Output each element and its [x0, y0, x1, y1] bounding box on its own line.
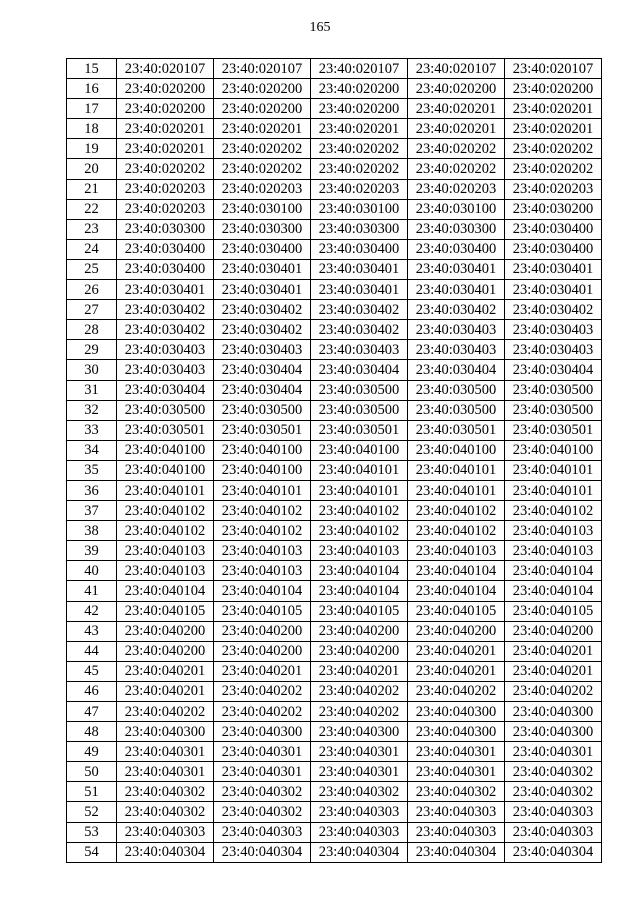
cadastral-code-cell: 23:40:020201: [505, 99, 602, 119]
cadastral-code-cell: 23:40:040101: [117, 480, 214, 500]
cadastral-code-cell: 23:40:040100: [117, 440, 214, 460]
cadastral-code-cell: 23:40:020201: [117, 119, 214, 139]
cadastral-code-cell: 23:40:030100: [408, 199, 505, 219]
cadastral-code-cell: 23:40:040302: [505, 782, 602, 802]
cadastral-code-cell: 23:40:040300: [311, 722, 408, 742]
row-number: 45: [67, 661, 117, 681]
row-number: 29: [67, 340, 117, 360]
cadastral-code-cell: 23:40:030300: [311, 219, 408, 239]
cadastral-code-cell: 23:40:040102: [311, 521, 408, 541]
cadastral-code-cell: 23:40:040303: [505, 802, 602, 822]
row-number: 30: [67, 360, 117, 380]
cadastral-code-cell: 23:40:040300: [408, 702, 505, 722]
table-row: [67, 521, 602, 541]
cadastral-code-cell: 23:40:040103: [505, 541, 602, 561]
table-row: [67, 581, 602, 601]
cadastral-code-cell: 23:40:020203: [505, 179, 602, 199]
table-row: [67, 280, 602, 300]
cadastral-code-cell: 23:40:020201: [505, 119, 602, 139]
cadastral-code-cell: 23:40:030402: [117, 320, 214, 340]
cadastral-code-cell: 23:40:020202: [408, 139, 505, 159]
row-number: 42: [67, 601, 117, 621]
table-row: [67, 79, 602, 99]
table-row: [67, 59, 602, 79]
cadastral-code-cell: 23:40:030401: [408, 259, 505, 279]
cadastral-code-cell: 23:40:030404: [214, 380, 311, 400]
cadastral-code-cell: 23:40:040202: [408, 681, 505, 701]
table-row: [67, 420, 602, 440]
cadastral-code-cell: 23:40:020203: [117, 179, 214, 199]
row-number: 23: [67, 219, 117, 239]
cadastral-code-cell: 23:40:020200: [117, 79, 214, 99]
cadastral-code-cell: 23:40:030403: [408, 340, 505, 360]
row-number: 47: [67, 702, 117, 722]
cadastral-code-cell: 23:40:040303: [311, 802, 408, 822]
cadastral-code-cell: 23:40:020201: [117, 139, 214, 159]
row-number: 44: [67, 641, 117, 661]
row-number: 18: [67, 119, 117, 139]
row-number: 51: [67, 782, 117, 802]
table-row: [67, 742, 602, 762]
cadastral-code-cell: 23:40:040101: [311, 460, 408, 480]
cadastral-code-cell: 23:40:040200: [214, 641, 311, 661]
cadastral-code-cell: 23:40:030501: [408, 420, 505, 440]
row-number: 46: [67, 681, 117, 701]
cadastral-table: [66, 58, 602, 863]
cadastral-code-cell: 23:40:040200: [117, 641, 214, 661]
cadastral-code-cell: 23:40:040104: [214, 581, 311, 601]
row-number: 31: [67, 380, 117, 400]
cadastral-code-cell: 23:40:040302: [311, 782, 408, 802]
cadastral-code-cell: 23:40:040103: [408, 541, 505, 561]
cadastral-code-cell: 23:40:030403: [505, 340, 602, 360]
cadastral-code-cell: 23:40:030401: [214, 259, 311, 279]
cadastral-code-cell: 23:40:040103: [214, 561, 311, 581]
cadastral-code-cell: 23:40:040105: [408, 601, 505, 621]
cadastral-code-cell: 23:40:030403: [117, 340, 214, 360]
cadastral-code-cell: 23:40:020200: [311, 99, 408, 119]
table-row: [67, 159, 602, 179]
cadastral-code-cell: 23:40:040104: [311, 561, 408, 581]
row-number: 26: [67, 280, 117, 300]
table-row: [67, 340, 602, 360]
cadastral-code-cell: 23:40:030402: [117, 300, 214, 320]
cadastral-code-cell: 23:40:040302: [214, 782, 311, 802]
cadastral-code-cell: 23:40:030500: [408, 400, 505, 420]
cadastral-code-cell: 23:40:030402: [505, 300, 602, 320]
cadastral-code-cell: 23:40:020201: [408, 119, 505, 139]
cadastral-code-cell: 23:40:030501: [311, 420, 408, 440]
cadastral-code-cell: 23:40:040102: [311, 501, 408, 521]
cadastral-code-cell: 23:40:030500: [505, 380, 602, 400]
cadastral-code-cell: 23:40:040105: [214, 601, 311, 621]
cadastral-code-cell: 23:40:040200: [311, 621, 408, 641]
cadastral-code-cell: 23:40:040302: [505, 762, 602, 782]
row-number: 38: [67, 521, 117, 541]
row-number: 22: [67, 199, 117, 219]
cadastral-code-cell: 23:40:040101: [505, 460, 602, 480]
cadastral-code-cell: 23:40:040100: [505, 440, 602, 460]
row-number: 48: [67, 722, 117, 742]
cadastral-code-cell: 23:40:020107: [505, 59, 602, 79]
cadastral-code-cell: 23:40:020202: [117, 159, 214, 179]
cadastral-code-cell: 23:40:030501: [505, 420, 602, 440]
cadastral-code-cell: 23:40:040100: [214, 440, 311, 460]
cadastral-code-cell: 23:40:030401: [311, 280, 408, 300]
cadastral-code-cell: 23:40:030300: [214, 219, 311, 239]
table-row: [67, 380, 602, 400]
cadastral-code-cell: 23:40:030401: [311, 259, 408, 279]
cadastral-code-cell: 23:40:040101: [408, 460, 505, 480]
row-number: 19: [67, 139, 117, 159]
cadastral-code-cell: 23:40:040104: [408, 561, 505, 581]
cadastral-code-cell: 23:40:030400: [311, 239, 408, 259]
cadastral-code-cell: 23:40:020200: [505, 79, 602, 99]
cadastral-code-cell: 23:40:040102: [214, 521, 311, 541]
cadastral-code-cell: 23:40:030200: [505, 199, 602, 219]
cadastral-code-cell: 23:40:040101: [505, 480, 602, 500]
table-row: [67, 320, 602, 340]
cadastral-code-cell: 23:40:040303: [311, 822, 408, 842]
cadastral-code-cell: 23:40:040301: [311, 762, 408, 782]
cadastral-code-cell: 23:40:020200: [214, 79, 311, 99]
cadastral-code-cell: 23:40:040101: [214, 480, 311, 500]
table-row: [67, 400, 602, 420]
cadastral-code-cell: 23:40:040103: [505, 521, 602, 541]
row-number: 39: [67, 541, 117, 561]
cadastral-code-cell: 23:40:040300: [117, 722, 214, 742]
table-row: [67, 119, 602, 139]
cadastral-code-cell: 23:40:040104: [408, 581, 505, 601]
table-row: [67, 199, 602, 219]
table-row: [67, 822, 602, 842]
cadastral-code-cell: 23:40:020202: [311, 159, 408, 179]
cadastral-code-cell: 23:40:040301: [311, 742, 408, 762]
cadastral-code-cell: 23:40:020107: [117, 59, 214, 79]
row-number: 41: [67, 581, 117, 601]
cadastral-code-cell: 23:40:020107: [311, 59, 408, 79]
cadastral-code-cell: 23:40:030403: [311, 340, 408, 360]
cadastral-code-cell: 23:40:040303: [117, 822, 214, 842]
cadastral-code-cell: 23:40:020201: [311, 119, 408, 139]
cadastral-code-cell: 23:40:030100: [214, 199, 311, 219]
table-row: [67, 179, 602, 199]
table-row: [67, 300, 602, 320]
cadastral-code-cell: 23:40:040103: [117, 541, 214, 561]
cadastral-code-cell: 23:40:040201: [408, 661, 505, 681]
cadastral-code-cell: 23:40:040102: [117, 501, 214, 521]
row-number: 40: [67, 561, 117, 581]
row-number: 35: [67, 460, 117, 480]
table-row: [67, 99, 602, 119]
table-row: [67, 621, 602, 641]
cadastral-code-cell: 23:40:040100: [214, 460, 311, 480]
cadastral-code-cell: 23:40:030400: [117, 259, 214, 279]
cadastral-code-cell: 23:40:030401: [214, 280, 311, 300]
row-number: 21: [67, 179, 117, 199]
cadastral-code-cell: 23:40:040100: [408, 440, 505, 460]
cadastral-code-cell: 23:40:030300: [408, 219, 505, 239]
row-number: 27: [67, 300, 117, 320]
cadastral-code-cell: 23:40:040100: [311, 440, 408, 460]
cadastral-code-cell: 23:40:040202: [311, 681, 408, 701]
cadastral-code-cell: 23:40:030404: [408, 360, 505, 380]
cadastral-code-cell: 23:40:020200: [311, 79, 408, 99]
cadastral-code-cell: 23:40:040200: [214, 621, 311, 641]
cadastral-code-cell: 23:40:020202: [311, 139, 408, 159]
row-number: 20: [67, 159, 117, 179]
page-number: 165: [309, 20, 331, 35]
cadastral-code-cell: 23:40:040301: [408, 762, 505, 782]
cadastral-code-cell: 23:40:030401: [505, 280, 602, 300]
table-row: [67, 802, 602, 822]
cadastral-code-cell: 23:40:030401: [505, 259, 602, 279]
cadastral-code-cell: 23:40:020200: [117, 99, 214, 119]
cadastral-code-cell: 23:40:040300: [214, 722, 311, 742]
cadastral-code-cell: 23:40:020203: [117, 199, 214, 219]
cadastral-code-cell: 23:40:040302: [214, 802, 311, 822]
cadastral-code-cell: 23:40:020201: [408, 99, 505, 119]
table-row: [67, 239, 602, 259]
row-number: 24: [67, 239, 117, 259]
cadastral-code-cell: 23:40:040301: [214, 762, 311, 782]
row-number: 43: [67, 621, 117, 641]
table-row: [67, 702, 602, 722]
cadastral-code-cell: 23:40:020202: [505, 159, 602, 179]
cadastral-code-cell: 23:40:030501: [117, 420, 214, 440]
table-row: [67, 501, 602, 521]
cadastral-code-cell: 23:40:040304: [408, 842, 505, 862]
cadastral-code-cell: 23:40:030404: [117, 380, 214, 400]
cadastral-code-cell: 23:40:040103: [311, 541, 408, 561]
row-number: 28: [67, 320, 117, 340]
cadastral-code-cell: 23:40:040200: [117, 621, 214, 641]
cadastral-code-cell: 23:40:040301: [214, 742, 311, 762]
cadastral-code-cell: 23:40:030403: [117, 360, 214, 380]
cadastral-code-cell: 23:40:040102: [117, 521, 214, 541]
table-row: [67, 259, 602, 279]
cadastral-code-cell: 23:40:040105: [505, 601, 602, 621]
cadastral-code-cell: 23:40:030404: [214, 360, 311, 380]
table-row: [67, 561, 602, 581]
cadastral-code-cell: 23:40:030400: [214, 239, 311, 259]
row-number: 32: [67, 400, 117, 420]
cadastral-code-cell: 23:40:030500: [117, 400, 214, 420]
row-number: 33: [67, 420, 117, 440]
row-number: 53: [67, 822, 117, 842]
cadastral-code-cell: 23:40:040200: [505, 621, 602, 641]
cadastral-code-cell: 23:40:040304: [117, 842, 214, 862]
row-number: 16: [67, 79, 117, 99]
cadastral-code-cell: 23:40:030400: [505, 239, 602, 259]
cadastral-code-cell: 23:40:020200: [214, 99, 311, 119]
cadastral-code-cell: 23:40:020202: [505, 139, 602, 159]
cadastral-code-cell: 23:40:040201: [408, 641, 505, 661]
cadastral-code-cell: 23:40:040102: [408, 521, 505, 541]
cadastral-code-cell: 23:40:030500: [408, 380, 505, 400]
cadastral-code-cell: 23:40:030403: [505, 320, 602, 340]
cadastral-code-cell: 23:40:030400: [505, 219, 602, 239]
row-number: 17: [67, 99, 117, 119]
cadastral-code-cell: 23:40:030100: [311, 199, 408, 219]
cadastral-code-cell: 23:40:040202: [505, 681, 602, 701]
cadastral-code-cell: 23:40:040200: [408, 621, 505, 641]
cadastral-code-cell: 23:40:040301: [117, 762, 214, 782]
cadastral-code-cell: 23:40:040201: [505, 661, 602, 681]
table-row: [67, 139, 602, 159]
table-row: [67, 360, 602, 380]
cadastral-code-cell: 23:40:030402: [214, 320, 311, 340]
cadastral-code-cell: 23:40:030500: [311, 380, 408, 400]
table-row: [67, 541, 602, 561]
cadastral-code-cell: 23:40:040201: [117, 661, 214, 681]
cadastral-code-cell: 23:40:040102: [214, 501, 311, 521]
cadastral-code-cell: 23:40:040301: [505, 742, 602, 762]
cadastral-code-cell: 23:40:040101: [408, 480, 505, 500]
cadastral-code-cell: 23:40:030402: [311, 300, 408, 320]
table-row: [67, 762, 602, 782]
cadastral-code-cell: 23:40:040103: [214, 541, 311, 561]
cadastral-code-cell: 23:40:020202: [408, 159, 505, 179]
table-row: [67, 440, 602, 460]
cadastral-code-cell: 23:40:020203: [311, 179, 408, 199]
table-row: [67, 782, 602, 802]
row-number: 49: [67, 742, 117, 762]
cadastral-code-cell: 23:40:040202: [311, 702, 408, 722]
table-body: [67, 59, 602, 863]
cadastral-code-cell: 23:40:040202: [214, 702, 311, 722]
cadastral-code-cell: 23:40:040302: [117, 782, 214, 802]
cadastral-code-cell: 23:40:030501: [214, 420, 311, 440]
row-number: 37: [67, 501, 117, 521]
cadastral-code-cell: 23:40:040201: [311, 661, 408, 681]
cadastral-code-cell: 23:40:020202: [214, 139, 311, 159]
table-row: [67, 842, 602, 862]
cadastral-code-cell: 23:40:040300: [505, 702, 602, 722]
cadastral-code-cell: 23:40:020203: [408, 179, 505, 199]
cadastral-code-cell: 23:40:040201: [117, 681, 214, 701]
cadastral-code-cell: 23:40:040103: [117, 561, 214, 581]
cadastral-code-cell: 23:40:020107: [408, 59, 505, 79]
cadastral-code-cell: 23:40:040104: [311, 581, 408, 601]
cadastral-code-cell: 23:40:040104: [505, 561, 602, 581]
row-number: 34: [67, 440, 117, 460]
cadastral-code-cell: 23:40:040303: [408, 802, 505, 822]
row-number: 36: [67, 480, 117, 500]
cadastral-code-cell: 23:40:030402: [311, 320, 408, 340]
cadastral-code-cell: 23:40:030402: [408, 300, 505, 320]
cadastral-code-cell: 23:40:040300: [505, 722, 602, 742]
row-number: 54: [67, 842, 117, 862]
cadastral-code-cell: 23:40:020203: [214, 179, 311, 199]
cadastral-code-cell: 23:40:030403: [214, 340, 311, 360]
cadastral-code-cell: 23:40:030403: [408, 320, 505, 340]
row-number: 25: [67, 259, 117, 279]
cadastral-code-cell: 23:40:030300: [117, 219, 214, 239]
cadastral-code-cell: 23:40:030500: [505, 400, 602, 420]
cadastral-code-cell: 23:40:040304: [505, 842, 602, 862]
cadastral-code-cell: 23:40:040302: [408, 782, 505, 802]
cadastral-code-cell: 23:40:040100: [117, 460, 214, 480]
table-row: [67, 601, 602, 621]
cadastral-code-cell: 23:40:040303: [214, 822, 311, 842]
table-row: [67, 480, 602, 500]
cadastral-code-cell: 23:40:040102: [505, 501, 602, 521]
table-row: [67, 219, 602, 239]
table-row: [67, 641, 602, 661]
cadastral-code-cell: 23:40:040300: [408, 722, 505, 742]
cadastral-code-cell: 23:40:040105: [311, 601, 408, 621]
cadastral-code-cell: 23:40:040202: [117, 702, 214, 722]
cadastral-code-cell: 23:40:020201: [214, 119, 311, 139]
cadastral-code-cell: 23:40:040104: [117, 581, 214, 601]
row-number: 50: [67, 762, 117, 782]
cadastral-code-cell: 23:40:040303: [505, 822, 602, 842]
cadastral-code-cell: 23:40:020202: [214, 159, 311, 179]
row-number: 15: [67, 59, 117, 79]
cadastral-code-cell: 23:40:030500: [311, 400, 408, 420]
cadastral-code-cell: 23:40:040200: [311, 641, 408, 661]
table-row: [67, 722, 602, 742]
cadastral-code-cell: 23:40:030500: [214, 400, 311, 420]
cadastral-code-cell: 23:40:030400: [408, 239, 505, 259]
cadastral-code-cell: 23:40:040304: [311, 842, 408, 862]
cadastral-code-cell: 23:40:040105: [117, 601, 214, 621]
cadastral-code-cell: 23:40:040301: [408, 742, 505, 762]
table-row: [67, 460, 602, 480]
cadastral-code-cell: 23:40:040201: [214, 661, 311, 681]
cadastral-code-cell: 23:40:030402: [214, 300, 311, 320]
cadastral-code-cell: 23:40:040303: [408, 822, 505, 842]
cadastral-code-cell: 23:40:040302: [117, 802, 214, 822]
cadastral-code-cell: 23:40:040201: [505, 641, 602, 661]
cadastral-code-cell: 23:40:040301: [117, 742, 214, 762]
cadastral-code-cell: 23:40:040104: [505, 581, 602, 601]
cadastral-code-cell: 23:40:030404: [505, 360, 602, 380]
cadastral-code-cell: 23:40:020200: [408, 79, 505, 99]
cadastral-code-cell: 23:40:040102: [408, 501, 505, 521]
cadastral-code-cell: 23:40:020107: [214, 59, 311, 79]
table-row: [67, 661, 602, 681]
cadastral-code-cell: 23:40:030401: [408, 280, 505, 300]
table-row: [67, 681, 602, 701]
cadastral-code-cell: 23:40:030400: [117, 239, 214, 259]
row-number: 52: [67, 802, 117, 822]
cadastral-code-cell: 23:40:040101: [311, 480, 408, 500]
cadastral-code-cell: 23:40:030404: [311, 360, 408, 380]
cadastral-code-cell: 23:40:040304: [214, 842, 311, 862]
cadastral-code-cell: 23:40:040202: [214, 681, 311, 701]
cadastral-code-cell: 23:40:030401: [117, 280, 214, 300]
